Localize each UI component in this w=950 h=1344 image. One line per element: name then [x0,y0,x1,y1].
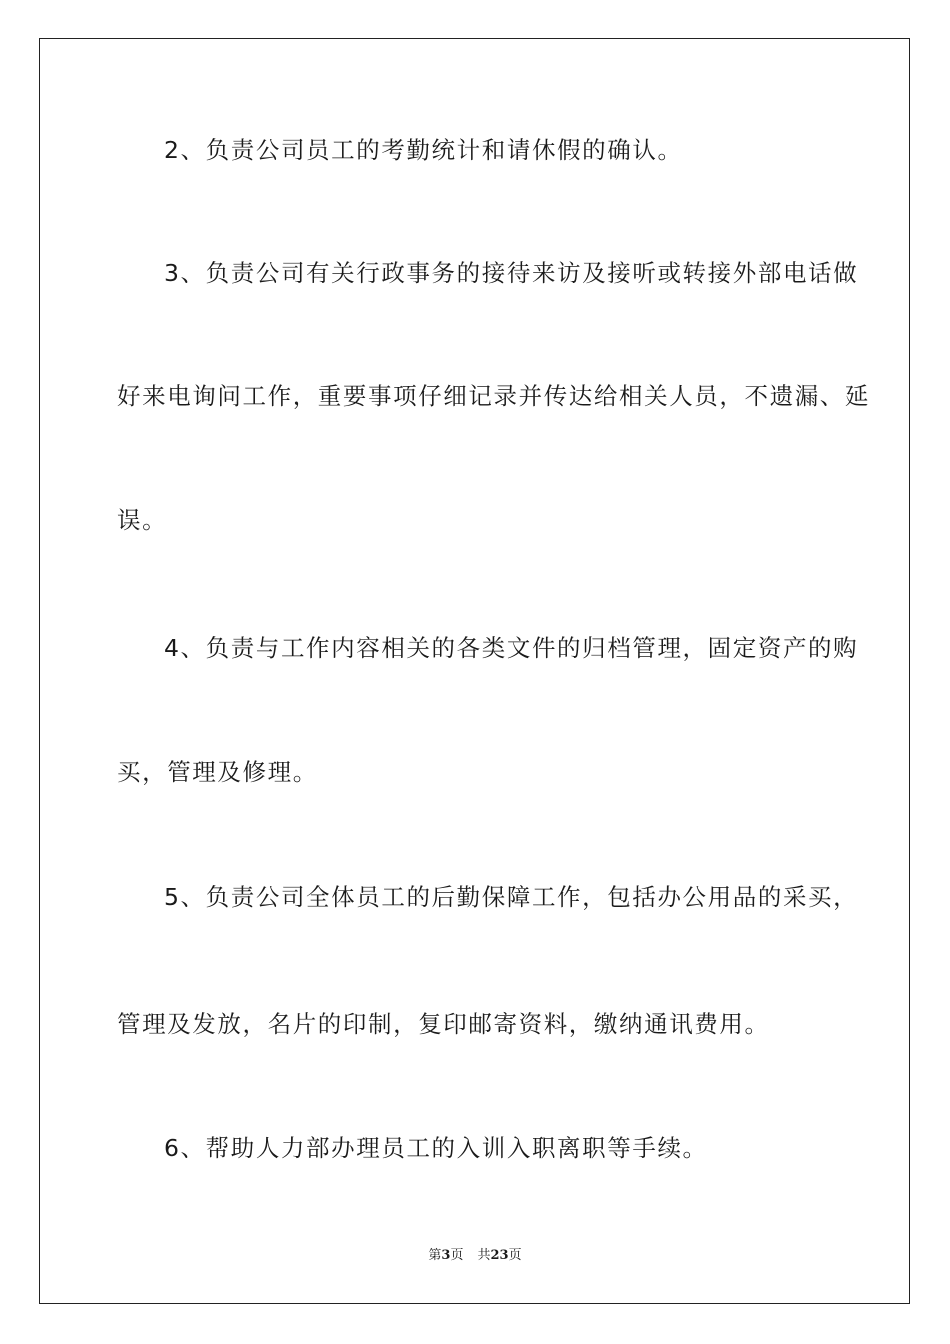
footer-page-prefix: 第 [428,1248,442,1263]
paragraph-2-line-1: 2、负责公司员工的考勤统计和请休假的确认。 [164,136,683,164]
paragraph-3-line-3: 误。 [117,506,168,534]
paragraph-5-line-1: 5、负责公司全体员工的后勤保障工作，包括办公用品的采买， [164,883,859,911]
paragraph-6-line-1: 6、帮助人力部办理员工的入训入职离职等手续。 [164,1134,708,1162]
paragraph-3-line-1: 3、负责公司有关行政事务的接待来访及接听或转接外部电话做 [164,259,859,287]
footer-page-suffix: 页 [450,1248,464,1263]
footer-total-suffix: 页 [508,1248,522,1263]
page-border [39,38,910,1304]
paragraph-4-line-2: 买，管理及修理。 [117,758,318,786]
footer-current-page: 3 [441,1248,451,1263]
page-footer [0,1247,950,1265]
footer-total-prefix: 共 [477,1248,491,1263]
footer-total-pages: 23 [490,1248,509,1263]
paragraph-4-line-1: 4、负责与工作内容相关的各类文件的归档管理，固定资产的购 [164,634,859,662]
paragraph-3-line-2: 好来电询问工作，重要事项仔细记录并传达给相关人员，不遗漏、延 [117,382,870,410]
paragraph-5-line-2: 管理及发放，名片的印制，复印邮寄资料，缴纳通讯费用。 [117,1010,770,1038]
